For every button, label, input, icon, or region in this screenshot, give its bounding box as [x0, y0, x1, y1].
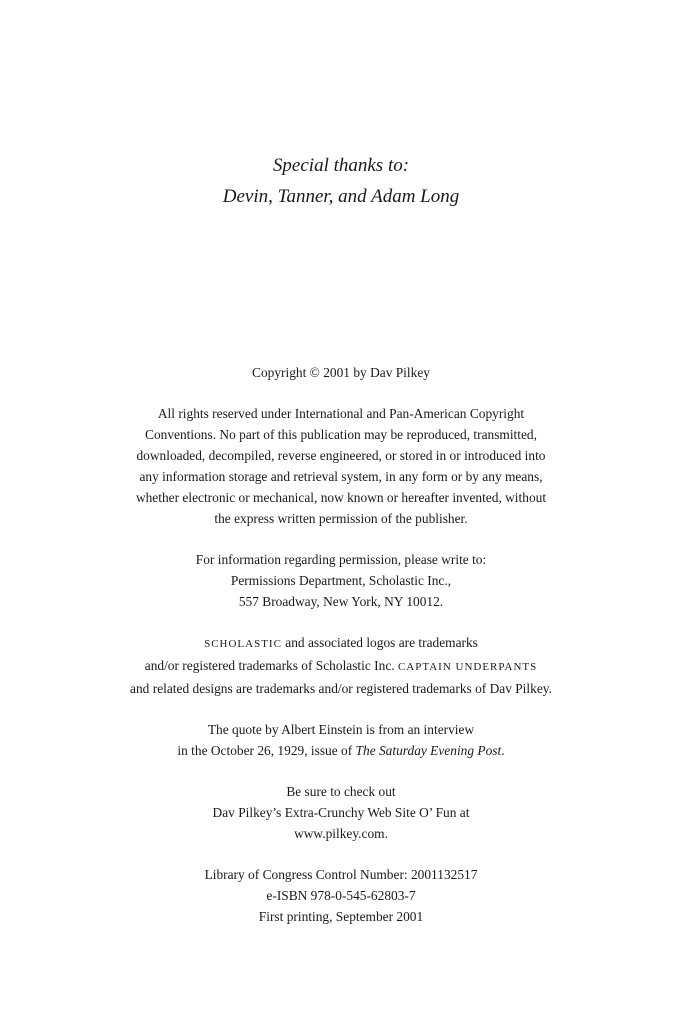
- dedication: [0, 150, 682, 212]
- rights-line: All rights reserved under International and Pan-American Copyright: [157, 406, 525, 421]
- trademark-line: [0, 632, 682, 655]
- trademark-paragraph: [0, 632, 682, 699]
- copyright-notice-block: [0, 362, 682, 383]
- printing-line: First printing, September 2001: [258, 909, 424, 924]
- dedication-names: Devin, Tanner, and Adam Long: [222, 186, 460, 207]
- rights-line: downloaded, decompiled, reverse engineered, or stored in or introduced into: [136, 448, 546, 463]
- copyright-notice: Copyright © 2001 by Dav Pilkey: [252, 365, 430, 380]
- lccn-line: Library of Congress Control Number: 2001132517: [204, 867, 478, 882]
- rights-paragraph: [0, 403, 682, 529]
- isbn-line: e-ISBN 978-0-545-62803-7: [266, 888, 416, 903]
- website-paragraph: [0, 781, 682, 844]
- trademark-line: and related designs are trademarks and/or registered trademarks of Dav Pilkey.: [130, 681, 552, 696]
- rights-line: whether electronic or mechanical, now known or hereafter invented, without: [135, 490, 547, 505]
- trademark-text: and/or registered trademarks of Scholastic Inc.: [144, 658, 398, 673]
- website-url: www.pilkey.com.: [294, 826, 388, 841]
- quote-line: The quote by Albert Einstein is from an interview: [207, 722, 475, 737]
- quote-paragraph: [0, 719, 682, 761]
- trademark-text: and associated logos are trademarks: [281, 635, 478, 650]
- permission-line: 557 Broadway, New York, NY 10012.: [238, 594, 444, 609]
- permission-line: Permissions Department, Scholastic Inc.,: [230, 573, 452, 588]
- captain-underpants-trademark: CAPTAIN UNDERPANTS: [397, 661, 538, 673]
- permission-line: For information regarding permission, please write to:: [195, 552, 487, 567]
- scholastic-trademark: SCHOLASTIC: [204, 638, 282, 650]
- catalog-paragraph: [0, 864, 682, 927]
- trademark-line: [0, 655, 682, 678]
- rights-line: Conventions. No part of this publication may be reproduced, transmitted,: [145, 427, 537, 442]
- rights-line: any information storage and retrieval system, in any form or by any means,: [139, 469, 543, 484]
- website-line: Be sure to check out: [286, 784, 396, 799]
- dedication-heading: Special thanks to:: [272, 155, 410, 176]
- permission-paragraph: [0, 549, 682, 612]
- rights-line: the express written permission of the publisher.: [214, 511, 468, 526]
- publication-title: The Saturday Evening Post: [355, 743, 502, 758]
- quote-text: in the October 26, 1929, issue of: [177, 743, 356, 758]
- website-line: Dav Pilkey’s Extra-Crunchy Web Site O’ Fun at: [212, 805, 470, 820]
- copyright-block: [0, 362, 682, 947]
- quote-text-end: .: [501, 743, 505, 758]
- quote-line: [0, 740, 682, 761]
